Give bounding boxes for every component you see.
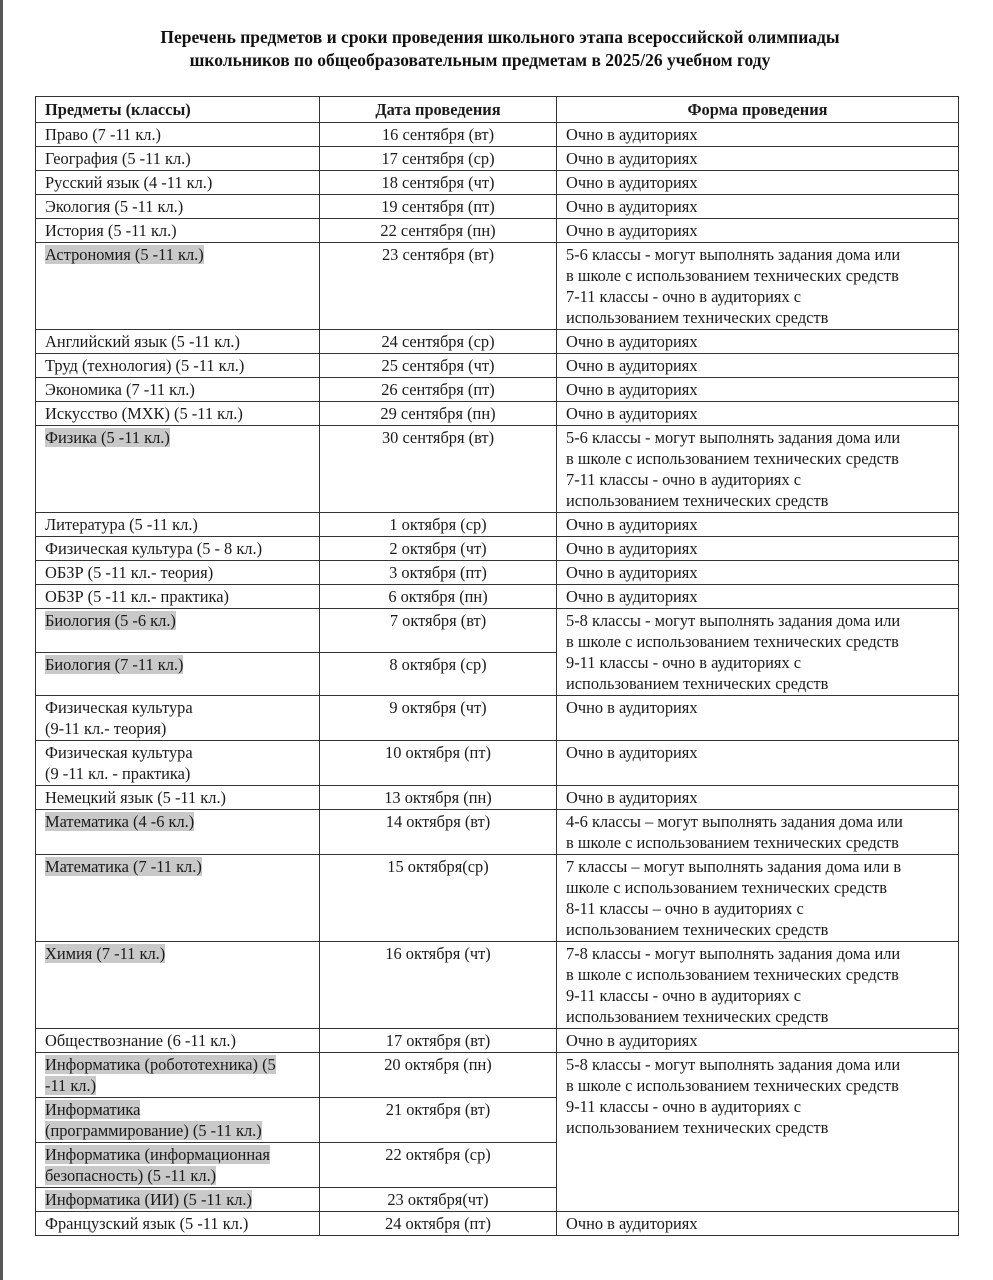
subject-cell xyxy=(36,609,320,653)
header-form: Форма проведения xyxy=(557,97,959,123)
form-text-line: 9-11 классы - очно в аудиториях с xyxy=(566,1097,802,1116)
subject-cell xyxy=(36,855,320,942)
subject-cell xyxy=(36,537,320,561)
form-text: Очно в аудиториях xyxy=(566,221,698,240)
form-text-line: в школе с использованием технических средств xyxy=(566,632,899,651)
subject-cell xyxy=(36,561,320,585)
table-row xyxy=(36,378,959,402)
form-text-line: в школе с использованием технических средств xyxy=(566,1076,899,1095)
date-cell: 17 октября (вт) xyxy=(320,1029,557,1053)
subject-text: Физическая культура xyxy=(45,743,193,762)
subject-text: Английский язык (5 -11 кл.) xyxy=(45,332,240,351)
form-text: Очно в аудиториях xyxy=(566,743,698,762)
date-cell: 13 октября (пн) xyxy=(320,786,557,810)
subject-text: Экология (5 -11 кл.) xyxy=(45,197,184,216)
form-text: Очно в аудиториях xyxy=(566,197,698,216)
form-cell xyxy=(557,561,959,585)
date-cell: 29 сентября (пн) xyxy=(320,402,557,426)
table-row xyxy=(36,513,959,537)
subject-text: Обществознание (6 -11 кл.) xyxy=(45,1031,236,1050)
form-text: Очно в аудиториях xyxy=(566,332,698,351)
subject-cell xyxy=(36,378,320,402)
table-row xyxy=(36,195,959,219)
form-text-line: школе с использованием технических средств xyxy=(566,878,888,897)
subject-text: Информатика (информационная xyxy=(45,1145,270,1164)
form-cell xyxy=(557,513,959,537)
form-cell xyxy=(557,537,959,561)
form-text: Очно в аудиториях xyxy=(566,515,698,534)
subject-text: Математика (7 -11 кл.) xyxy=(45,857,202,876)
form-cell xyxy=(557,942,959,1029)
form-cell xyxy=(557,741,959,786)
form-text-line: 5-6 классы - могут выполнять задания дома или xyxy=(566,428,901,447)
table-row xyxy=(36,123,959,147)
date-cell: 2 октября (чт) xyxy=(320,537,557,561)
form-text-line: использованием технических средств xyxy=(566,674,829,693)
form-text-line: использованием технических средств xyxy=(566,920,829,939)
date-cell: 16 сентября (вт) xyxy=(320,123,557,147)
subject-cell xyxy=(36,402,320,426)
subject-text: (программирование) (5 -11 кл.) xyxy=(45,1121,262,1140)
form-cell xyxy=(557,219,959,243)
table-row xyxy=(36,330,959,354)
document-title xyxy=(40,26,960,72)
subject-cell xyxy=(36,1098,320,1143)
date-cell: 24 октября (пт) xyxy=(320,1212,557,1236)
subject-cell xyxy=(36,171,320,195)
form-cell xyxy=(557,810,959,855)
form-cell xyxy=(557,354,959,378)
form-text-line: использованием технических средств xyxy=(566,308,829,327)
table-row xyxy=(36,609,959,653)
subject-text: Русский язык (4 -11 кл.) xyxy=(45,173,213,192)
date-cell: 16 октября (чт) xyxy=(320,942,557,1029)
table-row xyxy=(36,147,959,171)
subject-text: Информатика (робототехника) (5 xyxy=(45,1055,276,1074)
subject-cell xyxy=(36,426,320,513)
form-text-line: использованием технических средств xyxy=(566,1118,829,1137)
subject-cell xyxy=(36,330,320,354)
date-cell: 22 сентября (пн) xyxy=(320,219,557,243)
form-text-line: в школе с использованием технических средств xyxy=(566,449,899,468)
table-row xyxy=(36,1053,959,1098)
subject-text: Французский язык (5 -11 кл.) xyxy=(45,1214,249,1233)
subject-cell xyxy=(36,354,320,378)
subject-text: безопасность) (5 -11 кл.) xyxy=(45,1166,217,1185)
form-cell xyxy=(557,696,959,741)
form-text: Очно в аудиториях xyxy=(566,404,698,423)
form-cell xyxy=(557,426,959,513)
date-cell: 23 октября(чт) xyxy=(320,1188,557,1212)
table-row xyxy=(36,243,959,330)
date-cell: 18 сентября (чт) xyxy=(320,171,557,195)
form-text-line: 7-8 классы - могут выполнять задания дома или xyxy=(566,944,901,963)
page-edge xyxy=(0,0,3,1280)
form-text-line: в школе с использованием технических средств xyxy=(566,965,899,984)
date-cell: 26 сентября (пт) xyxy=(320,378,557,402)
form-cell xyxy=(557,609,959,696)
table-row xyxy=(36,402,959,426)
subject-cell xyxy=(36,1029,320,1053)
subject-text: Информатика xyxy=(45,1100,141,1119)
form-cell xyxy=(557,1053,959,1212)
table-row xyxy=(36,942,959,1029)
date-cell: 10 октября (пт) xyxy=(320,741,557,786)
subject-text: ОБЗР (5 -11 кл.- теория) xyxy=(45,563,214,582)
date-cell: 23 сентября (вт) xyxy=(320,243,557,330)
subject-text: ОБЗР (5 -11 кл.- практика) xyxy=(45,587,229,606)
subject-cell xyxy=(36,147,320,171)
form-cell xyxy=(557,171,959,195)
form-text-line: 5-8 классы - могут выполнять задания дома или xyxy=(566,611,901,630)
form-text-line: 7 классы – могут выполнять задания дома или в xyxy=(566,857,902,876)
subject-cell xyxy=(36,741,320,786)
subject-text: (9 -11 кл. - практика) xyxy=(45,764,191,783)
form-text: Очно в аудиториях xyxy=(566,788,698,807)
form-text: Очно в аудиториях xyxy=(566,563,698,582)
subject-cell xyxy=(36,942,320,1029)
subject-cell xyxy=(36,243,320,330)
table-row xyxy=(36,585,959,609)
form-cell xyxy=(557,123,959,147)
subject-cell xyxy=(36,810,320,855)
form-text: Очно в аудиториях xyxy=(566,356,698,375)
subject-cell xyxy=(36,1053,320,1098)
subject-text: Искусство (МХК) (5 -11 кл.) xyxy=(45,404,243,423)
form-text-line: 7-11 классы - очно в аудиториях с xyxy=(566,287,802,306)
form-cell xyxy=(557,855,959,942)
subject-text: Астрономия (5 -11 кл.) xyxy=(45,245,204,264)
subject-text: (9-11 кл.- теория) xyxy=(45,719,167,738)
form-text-line: 8-11 классы – очно в аудиториях с xyxy=(566,899,804,918)
subject-cell xyxy=(36,652,320,696)
table-header-row xyxy=(36,97,959,123)
header-subjects: Предметы (классы) xyxy=(36,97,320,123)
header-date: Дата проведения xyxy=(320,97,557,123)
date-cell: 1 октября (ср) xyxy=(320,513,557,537)
subject-text: История (5 -11 кл.) xyxy=(45,221,177,240)
form-text-line: 5-6 классы - могут выполнять задания дома или xyxy=(566,245,901,264)
form-cell xyxy=(557,1029,959,1053)
subject-cell xyxy=(36,219,320,243)
form-cell xyxy=(557,147,959,171)
table-row xyxy=(36,219,959,243)
form-cell xyxy=(557,195,959,219)
date-cell: 21 октября (вт) xyxy=(320,1098,557,1143)
subject-cell xyxy=(36,585,320,609)
form-text-line: использованием технических средств xyxy=(566,491,829,510)
subject-cell xyxy=(36,513,320,537)
table-row xyxy=(36,1029,959,1053)
form-text-line: использованием технических средств xyxy=(566,1007,829,1026)
form-text: Очно в аудиториях xyxy=(566,125,698,144)
form-cell xyxy=(557,378,959,402)
date-cell: 24 сентября (ср) xyxy=(320,330,557,354)
date-cell: 8 октября (ср) xyxy=(320,652,557,696)
table-row xyxy=(36,426,959,513)
subject-cell xyxy=(36,786,320,810)
form-cell xyxy=(557,585,959,609)
form-cell xyxy=(557,402,959,426)
date-cell: 7 октября (вт) xyxy=(320,609,557,653)
subject-text: Биология (7 -11 кл.) xyxy=(45,654,184,674)
subject-text: География (5 -11 кл.) xyxy=(45,149,191,168)
table-row xyxy=(36,696,959,741)
table-row xyxy=(36,171,959,195)
subject-cell xyxy=(36,1143,320,1188)
title-line-2: школьников по общеобразовательным предметам в 2025/26 учебном году xyxy=(189,50,771,70)
table-row xyxy=(36,354,959,378)
date-cell: 20 октября (пн) xyxy=(320,1053,557,1098)
date-cell: 6 октября (пн) xyxy=(320,585,557,609)
form-cell xyxy=(557,1212,959,1236)
subject-text: Химия (7 -11 кл.) xyxy=(45,944,166,963)
table-row xyxy=(36,1212,959,1236)
table-row xyxy=(36,855,959,942)
subject-text: Право (7 -11 кл.) xyxy=(45,125,162,144)
table-row xyxy=(36,537,959,561)
date-cell: 14 октября (вт) xyxy=(320,810,557,855)
date-cell: 25 сентября (чт) xyxy=(320,354,557,378)
subject-text: Физическая культура xyxy=(45,698,193,717)
form-text-line: 9-11 классы - очно в аудиториях с xyxy=(566,986,802,1005)
date-cell: 9 октября (чт) xyxy=(320,696,557,741)
form-text-line: в школе с использованием технических средств xyxy=(566,833,899,852)
date-cell: 19 сентября (пт) xyxy=(320,195,557,219)
form-text: Очно в аудиториях xyxy=(566,1031,698,1050)
table-body xyxy=(36,123,959,1236)
form-text-line: 9-11 классы - очно в аудиториях с xyxy=(566,653,802,672)
form-text: Очно в аудиториях xyxy=(566,149,698,168)
form-cell xyxy=(557,243,959,330)
form-text-line: в школе с использованием технических средств xyxy=(566,266,899,285)
subject-cell xyxy=(36,195,320,219)
form-text-line: 4-6 классы – могут выполнять задания дома или xyxy=(566,812,903,831)
form-text: Очно в аудиториях xyxy=(566,587,698,606)
date-cell: 15 октября(ср) xyxy=(320,855,557,942)
subject-text: -11 кл.) xyxy=(45,1076,97,1095)
subject-cell xyxy=(36,1188,320,1212)
date-cell: 3 октября (пт) xyxy=(320,561,557,585)
form-cell xyxy=(557,786,959,810)
form-text: Очно в аудиториях xyxy=(566,380,698,399)
table-row xyxy=(36,810,959,855)
date-cell: 17 сентября (ср) xyxy=(320,147,557,171)
subject-text: Немецкий язык (5 -11 кл.) xyxy=(45,788,227,807)
subject-text: Физика (5 -11 кл.) xyxy=(45,428,170,447)
table-row xyxy=(36,741,959,786)
subject-text: Литература (5 -11 кл.) xyxy=(45,515,198,534)
subject-text: Информатика (ИИ) (5 -11 кл.) xyxy=(45,1190,252,1209)
title-line-1: Перечень предметов и сроки проведения школьного этапа всероссийской олимпиады xyxy=(160,27,840,47)
table-row xyxy=(36,561,959,585)
date-cell: 30 сентября (вт) xyxy=(320,426,557,513)
subject-cell xyxy=(36,696,320,741)
subject-cell xyxy=(36,123,320,147)
date-cell: 22 октября (ср) xyxy=(320,1143,557,1188)
form-text-line: 5-8 классы - могут выполнять задания дома или xyxy=(566,1055,901,1074)
subject-text: Труд (технология) (5 -11 кл.) xyxy=(45,356,245,375)
form-cell xyxy=(557,330,959,354)
form-text: Очно в аудиториях xyxy=(566,698,698,717)
subject-text: Экономика (7 -11 кл.) xyxy=(45,380,195,399)
form-text: Очно в аудиториях xyxy=(566,1214,698,1233)
subject-text: Биология (5 -6 кл.) xyxy=(45,611,176,630)
subject-cell xyxy=(36,1212,320,1236)
subject-text: Математика (4 -6 кл.) xyxy=(45,812,195,831)
form-text: Очно в аудиториях xyxy=(566,539,698,558)
table-row xyxy=(36,786,959,810)
olympiad-schedule-table xyxy=(35,96,959,1236)
form-text: Очно в аудиториях xyxy=(566,173,698,192)
subject-text: Физическая культура (5 - 8 кл.) xyxy=(45,539,263,558)
form-text-line: 7-11 классы - очно в аудиториях с xyxy=(566,470,802,489)
